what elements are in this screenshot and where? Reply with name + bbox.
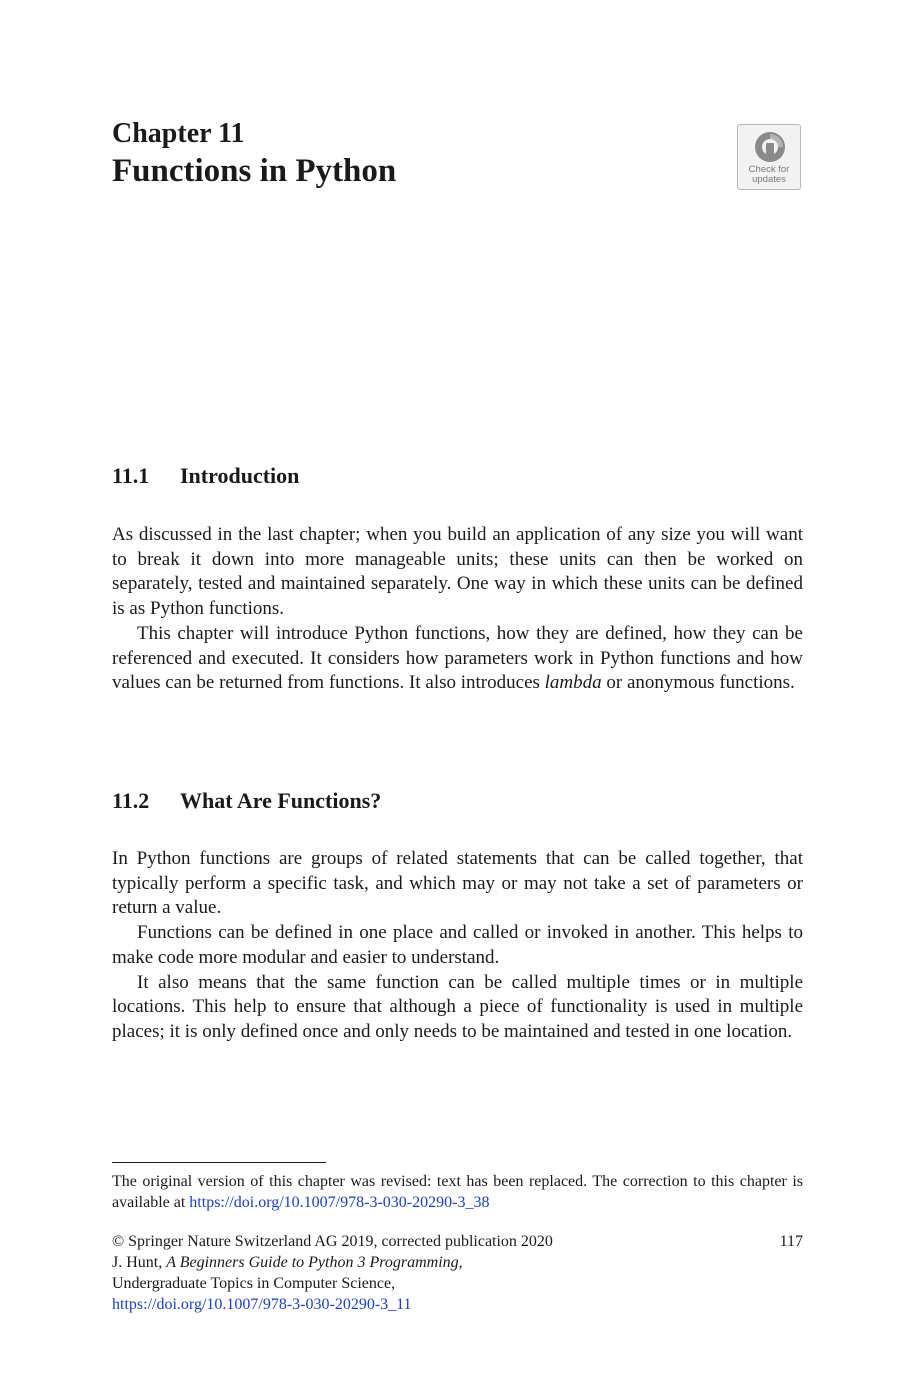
paragraph: Functions can be defined in one place and called or invoked in another. This helps to make code more modular and easier to understand. (112, 922, 803, 968)
check-for-updates-text (738, 165, 800, 185)
series-line: Undergraduate Topics in Computer Science, (112, 1275, 396, 1292)
footnote-text: The original version of this chapter was revised: text has been replaced. The correction to this chapter is available at (112, 1173, 803, 1211)
section-body-introduction (112, 523, 803, 696)
footnote (112, 1171, 803, 1213)
paragraph: This chapter will introduce Python functions, how they are defined, how they can be referenced and executed. It considers how parameters work in Python functions and how values can be returned from functions. It also introduces lambda or anonymous functions. (112, 622, 803, 694)
lambda-term: lambda (544, 672, 602, 694)
chapter-title: Functions in Python (112, 153, 397, 189)
section-number: 11.2 (112, 788, 150, 813)
publication-credits (112, 1231, 553, 1315)
check-for-updates-badge[interactable] (737, 124, 801, 190)
paragraph: In Python functions are groups of related statements that can be called together, that typically perform a specific task, and which may or may not take a set of parameters or return a value. (112, 848, 803, 919)
check-for-updates-icon (753, 130, 787, 164)
footnote-correction-link[interactable]: https://doi.org/10.1007/978-3-030-20290-3_38 (189, 1194, 490, 1211)
paragraph: As discussed in the last chapter; when you build an application of any size you will want to break it down into more manageable units; these units can then be worked on separately, tested and maintained separately. One way in which these units can be defined is as Python functions. (112, 524, 803, 620)
book-title: A Beginners Guide to Python 3 Programming (166, 1254, 459, 1271)
chapter-label: Chapter 11 (112, 118, 245, 149)
section-body-what-are-functions (112, 847, 803, 1045)
author-line: J. Hunt, A Beginners Guide to Python 3 Programming, (112, 1254, 463, 1271)
section-title: Introduction (180, 463, 300, 488)
section-title: What Are Functions? (180, 788, 382, 813)
paragraph: It also means that the same function can be called multiple times or in multiple locations. This help to ensure that although a piece of functionality is used in multiple places; it is only defined once and only needs to be maintained and tested in one location. (112, 971, 803, 1042)
badge-line-1: Check for (748, 164, 790, 175)
footnote-divider (112, 1162, 326, 1163)
section-heading-introduction (112, 463, 299, 489)
page-number: 117 (779, 1233, 803, 1250)
copyright-line: © Springer Nature Switzerland AG 2019, corrected publication 2020 (112, 1233, 553, 1250)
badge-line-2: updates (752, 174, 786, 185)
chapter-doi-link[interactable]: https://doi.org/10.1007/978-3-030-20290-3_11 (112, 1296, 412, 1313)
section-heading-what-are-functions (112, 788, 381, 814)
section-number: 11.1 (112, 463, 150, 488)
